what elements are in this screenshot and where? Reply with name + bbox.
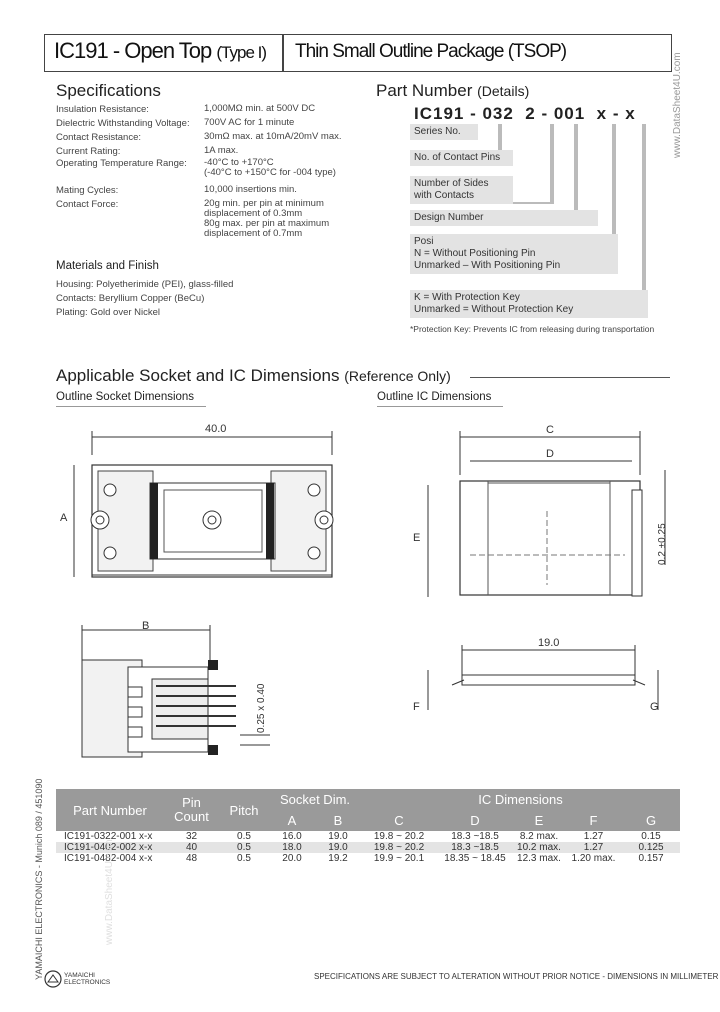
footer-notice: SPECIFICATIONS ARE SUBJECT TO ALTERATION WITHOUT PRIOR NOTICE - DIMENSIONS IN MILLIMETER xyxy=(314,972,719,981)
yamaichi-logo-icon xyxy=(44,970,62,988)
cell-a: 16.0 xyxy=(282,831,302,842)
part-number-field: No. of Contact Pins xyxy=(410,150,513,166)
spec-label: Contact Resistance: xyxy=(56,132,142,143)
cell-f: 1.20 max. xyxy=(571,853,616,864)
spec-label: Contact Force: xyxy=(56,199,119,210)
spec-row xyxy=(56,157,336,178)
spec-value: -40°C to +170°C (-40°C to +150°C for -004 type) xyxy=(204,157,336,178)
table-header-row xyxy=(56,789,680,809)
socket-pitch-label: 0.25 x 0.40 xyxy=(256,683,267,733)
col-a: A xyxy=(269,809,315,831)
spec-value: 20g min. per pin at minimum displacement of 0.3mm 80g max. per pin at maximum displacement of 0.7mm xyxy=(204,198,330,239)
spec-row xyxy=(56,198,330,239)
ic-pitch-label: 0.2 ±0.25 xyxy=(657,523,668,565)
spec-row xyxy=(56,131,342,143)
cell-pitch: 0.5 xyxy=(237,831,251,842)
socket-dim-label: Outline Socket Dimensions xyxy=(56,391,195,403)
spec-value: 1,000MΩ min. at 500V DC xyxy=(204,103,316,114)
cell-d: 18.35 ~ 18.45 xyxy=(444,853,506,864)
cell-e: 12.3 max. xyxy=(517,853,561,864)
ic-d-label: D xyxy=(546,448,554,460)
spec-value: 700V AC for 1 minute xyxy=(204,117,295,128)
cell-pn: IC191-0402-002 x-x xyxy=(56,842,164,853)
cell-pn: IC191-0482-004 x-x xyxy=(64,853,153,864)
cell-e: 8.2 max. xyxy=(519,831,559,842)
ic-dim-rule xyxy=(377,406,503,407)
part-number-field: Number of Sides with Contacts xyxy=(410,176,513,204)
spec-row xyxy=(56,117,295,129)
page-title: IC191 - Open Top (Type I) xyxy=(54,38,267,63)
cell-g: 0.157 xyxy=(638,853,664,864)
cell-pins: 40 xyxy=(164,842,219,853)
col-pin-count: Pin Count xyxy=(164,789,219,831)
cell-pitch: 0.5 xyxy=(237,853,251,864)
part-number-connector xyxy=(642,124,646,318)
col-ic-dim: IC Dimensions xyxy=(361,789,680,809)
material-row: Plating: Gold over Nickel xyxy=(56,307,161,318)
cell-f: 1.27 xyxy=(565,842,622,853)
table-row xyxy=(56,831,680,842)
table-row xyxy=(56,853,680,864)
part-number-field: Series No. xyxy=(410,124,478,140)
dimensions-heading-rule xyxy=(470,377,670,378)
spec-label: Insulation Resistance: xyxy=(56,104,149,115)
socket-a-label: A xyxy=(60,512,68,524)
socket-width-label: 40.0 xyxy=(205,423,227,435)
dimensions-table xyxy=(56,789,680,864)
cell-a: 20.0 xyxy=(282,853,302,864)
spec-label: Operating Temperature Range: xyxy=(56,158,187,169)
part-number-heading: Part Number (Details) xyxy=(376,81,530,100)
col-c: C xyxy=(361,809,437,831)
cell-a: 18.0 xyxy=(269,842,315,853)
col-d: D xyxy=(437,809,513,831)
cell-b: 19.0 xyxy=(315,842,361,853)
ic-top-view-drawing xyxy=(400,415,680,615)
spec-label: Dielectric Withstanding Voltage: xyxy=(56,118,190,129)
ic-length-label: 19.0 xyxy=(538,637,560,649)
watermark-right: www.DataSheet4U.com xyxy=(672,52,683,158)
spec-value: 30mΩ max. at 10mA/20mV max. xyxy=(204,131,342,142)
cell-g: 0.125 xyxy=(622,842,680,853)
part-number-code: IC191 - 032 2 - 001 x - x xyxy=(414,104,636,123)
ic-g-label: G xyxy=(650,701,659,713)
ic-f-label: F xyxy=(413,701,420,713)
socket-dim-rule xyxy=(56,406,206,407)
cell-pitch: 0.5 xyxy=(219,842,269,853)
cell-d: 18.3 ~18.5 xyxy=(451,831,499,842)
cell-d: 18.3 ~18.5 xyxy=(437,842,513,853)
cell-e: 10.2 max. xyxy=(513,842,565,853)
cell-pins: 48 xyxy=(185,853,198,864)
cell-pn: IC191-0322-001 x-x xyxy=(64,831,153,842)
table-row xyxy=(56,842,680,853)
spec-row xyxy=(56,145,239,157)
ic-e-label: E xyxy=(413,532,421,544)
spec-value: 1A max. xyxy=(204,145,239,156)
spec-label: Mating Cycles: xyxy=(56,185,119,196)
spec-value: 10,000 insertions min. xyxy=(204,184,297,195)
watermark-center: www.DataSheet4U.com xyxy=(104,839,115,945)
spec-row xyxy=(56,184,297,196)
cell-b: 19.2 xyxy=(328,853,348,864)
dimensions-heading: Applicable Socket and IC Dimensions (Reference Only) xyxy=(56,366,451,385)
col-part-number: Part Number xyxy=(56,789,164,831)
footer-logo-text: YAMAICHI ELECTRONICS xyxy=(64,972,111,986)
spec-row xyxy=(56,103,316,115)
material-row: Housing: Polyetherimide (PEI), glass-filled xyxy=(56,279,234,290)
materials-heading: Materials and Finish xyxy=(56,260,159,272)
col-f: F xyxy=(565,809,622,831)
col-e: E xyxy=(513,809,565,831)
part-number-connector xyxy=(550,124,554,204)
col-g: G xyxy=(622,809,680,831)
part-number-field: K = With Protection Key Unmarked = Without Protection Key xyxy=(410,290,648,318)
socket-b-label: B xyxy=(142,620,150,632)
cell-f: 1.27 xyxy=(583,831,604,842)
ic-side-view-drawing xyxy=(400,630,680,720)
cell-g: 0.15 xyxy=(641,831,661,842)
cell-c: 19.8 ~ 20.2 xyxy=(361,842,437,853)
part-number-field: Design Number xyxy=(410,210,598,226)
protection-key-footnote: *Protection Key: Prevents IC from releasing during transportation xyxy=(410,324,655,334)
page-subtitle: Thin Small Outline Package (TSOP) xyxy=(295,41,567,62)
col-socket-dim: Socket Dim. xyxy=(269,789,361,809)
cell-pins: 32 xyxy=(185,831,198,842)
spec-label: Current Rating: xyxy=(56,146,121,157)
specifications-heading: Specifications xyxy=(56,81,161,100)
col-b: B xyxy=(315,809,361,831)
cell-c: 19.8 ~ 20.2 xyxy=(373,831,425,842)
material-row: Contacts: Beryllium Copper (BeCu) xyxy=(56,293,205,304)
side-company-text: YAMAICHI ELECTRONICS - Munich 089 / 451090 xyxy=(34,778,44,980)
ic-c-label: C xyxy=(546,424,554,436)
col-pitch: Pitch xyxy=(219,789,269,831)
cell-c: 19.9 ~ 20.1 xyxy=(373,853,425,864)
socket-top-view-drawing xyxy=(60,415,360,590)
part-number-field: Posi N = Without Positioning Pin Unmarked – With Positioning Pin xyxy=(410,234,618,274)
socket-side-view-drawing xyxy=(60,615,290,765)
cell-b: 19.0 xyxy=(328,831,348,842)
ic-dim-label: Outline IC Dimensions xyxy=(377,391,492,403)
